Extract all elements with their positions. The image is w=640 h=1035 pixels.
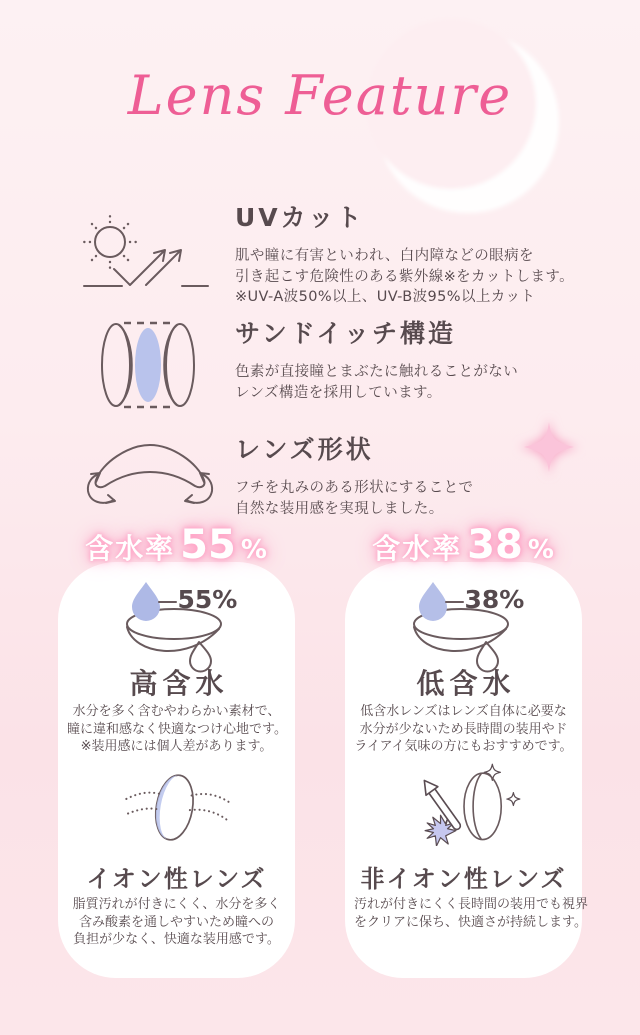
ion-description <box>345 896 589 931</box>
badge-value: 55 <box>180 522 236 568</box>
text-line: ※装用感には個人差があります。 <box>80 739 273 755</box>
water-description <box>58 703 295 756</box>
feature-title: レンズ形状 <box>235 435 374 464</box>
text-line: 瞳に違和感なく快適なつけ心地です。 <box>67 721 287 737</box>
text-line: 脂質汚れが付きにくく、水分を多く <box>72 897 281 912</box>
text-line: 水分を多く含むやわらかい素材で、 <box>72 704 281 719</box>
badge-label: 含水率 <box>372 532 463 565</box>
badge-label: 含水率 <box>85 532 176 565</box>
ionic-lens-icon <box>121 768 233 851</box>
water-title: 低含水 <box>416 667 516 700</box>
text-line: 水分が少ないため長時間の装用やド <box>359 721 568 737</box>
uv-cut-section <box>235 198 580 308</box>
low-water-content-card <box>345 562 589 978</box>
text-line: 含み酸素を通しやすいため瞳への <box>78 914 274 930</box>
feature-line: フチを丸みのある形状にすることで <box>235 480 474 496</box>
feature-title: UVカット <box>235 203 365 232</box>
feature-line: ※UV-A波50%以上、UV-B波95%以上カット <box>235 289 536 305</box>
non-ionic-lens-icon <box>403 761 525 850</box>
ion-title: 非イオン性レンズ <box>360 865 567 893</box>
feature-line: 色素が直接瞳とまぶたに触れることがない <box>235 364 519 380</box>
sandwich-structure-section <box>235 314 580 403</box>
text-line: 低含水レンズはレンズ自体に必要な <box>360 704 567 719</box>
badge-value: 38 <box>467 522 523 568</box>
badge-unit: % <box>527 535 554 565</box>
water-percent-label: 55% <box>177 585 238 614</box>
water-percent-label: 38% <box>464 585 525 614</box>
high-water-content-card <box>58 562 295 978</box>
feature-line: レンズ構造を採用しています。 <box>235 384 442 401</box>
sandwich-structure-icon <box>92 318 202 412</box>
badge-unit: % <box>240 535 267 565</box>
feature-line: 引き起こす危険性のある紫外線※をカットします。 <box>235 268 575 285</box>
page-title: Lens Feature <box>127 64 513 127</box>
water-content-badge-55 <box>56 522 296 568</box>
uv-cut-icon <box>80 212 210 304</box>
feature-line: 肌や瞳に有害といわれ、白内障などの眼病を <box>235 248 534 264</box>
water-description <box>345 703 582 756</box>
feature-line: 自然な装用感を実現しました。 <box>235 500 444 517</box>
text-line: 汚れが付きにくく長時間の装用でも視界 <box>354 897 589 912</box>
text-line: 負担が少なく、快適な装用感です。 <box>73 932 280 948</box>
ion-description <box>58 896 295 949</box>
text-line: ライアイ気味の方にもおすすめです。 <box>354 739 573 755</box>
sparkle-icon <box>512 410 586 484</box>
water-title: 高含水 <box>129 667 229 700</box>
water-content-badge-38 <box>343 522 583 568</box>
feature-title: サンドイッチ構造 <box>235 319 457 348</box>
ion-title: イオン性レンズ <box>86 865 267 893</box>
lens-shape-icon <box>80 430 220 506</box>
text-line: をクリアに保ち、快適さが持続します。 <box>354 914 587 930</box>
